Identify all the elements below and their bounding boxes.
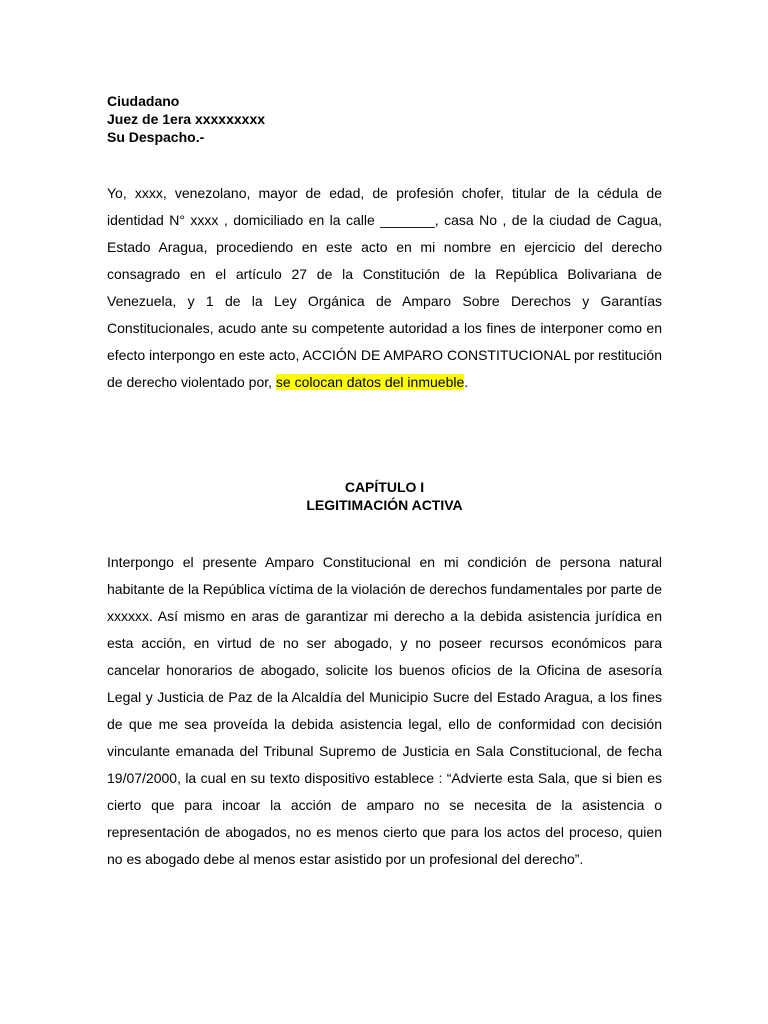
addressee-office: Su Despacho.- <box>107 129 205 145</box>
addressee-salutation: Ciudadano <box>107 93 180 109</box>
intro-paragraph-text: Yo, xxxx, venezolano, mayor de edad, de profesión chofer, titular de la cédula de identidad N° xxxx , domiciliado en la calle _______, casa No , de la ciudad de Cagua, Estado Aragua, procediendo en este acto en mi nombre en ejercicio del derecho consagrado en el artículo 27 de la Constitución de la República Bolivariana de Venezuela, y 1 de la Ley Orgánica de Amparo Sobre Derechos y Garantías Constitucionales, acudo ante su competente autoridad a los fines de interponer como en efecto interpongo en este acto, ACCIÓN DE AMPARO CONSTITUCIONAL por restitución de derecho violentado por, <box>107 185 662 390</box>
addressee-block <box>107 92 667 146</box>
chapter-title: CAPÍTULO I <box>344 479 425 495</box>
intro-paragraph <box>107 180 662 396</box>
chapter-subtitle: LEGITIMACIÓN ACTIVA <box>306 497 463 513</box>
legitimacy-paragraph: Interpongo el presente Amparo Constitucional en mi condición de persona natural habitante de la República víctima de la violación de derechos fundamentales por parte de xxxxxx. Así mismo en aras de garantizar mi derecho a la debida asistencia jurídica en esta acción, en virtud de no ser abogado, y no poseer recursos económicos para cancelar honorarios de abogado, solicite los buenos oficios de la Oficina de asesoría Legal y Justicia de Paz de la Alcaldía del Municipio Sucre del Estado Aragua, a los fines de que me sea proveída la debida asistencia legal, ello de conformidad con decisión vinculante emanada del Tribunal Supremo de Justicia en Sala Constitucional, de fecha 19/07/2000, la cual en su texto dispositivo establece : “Advierte esta Sala, que si bien es cierto que para incoar la acción de amparo no se necesita de la asistencia o representación de abogados, no es menos cierto que para los actos del proceso, quien no es abogado debe al menos estar asistido por un profesional del derecho”. <box>107 554 662 867</box>
intro-paragraph-end: . <box>464 374 469 390</box>
chapter-heading <box>107 478 662 514</box>
addressee-judge: Juez de 1era xxxxxxxxx <box>107 111 266 127</box>
highlighted-placeholder: se colocan datos del inmueble <box>275 374 465 390</box>
